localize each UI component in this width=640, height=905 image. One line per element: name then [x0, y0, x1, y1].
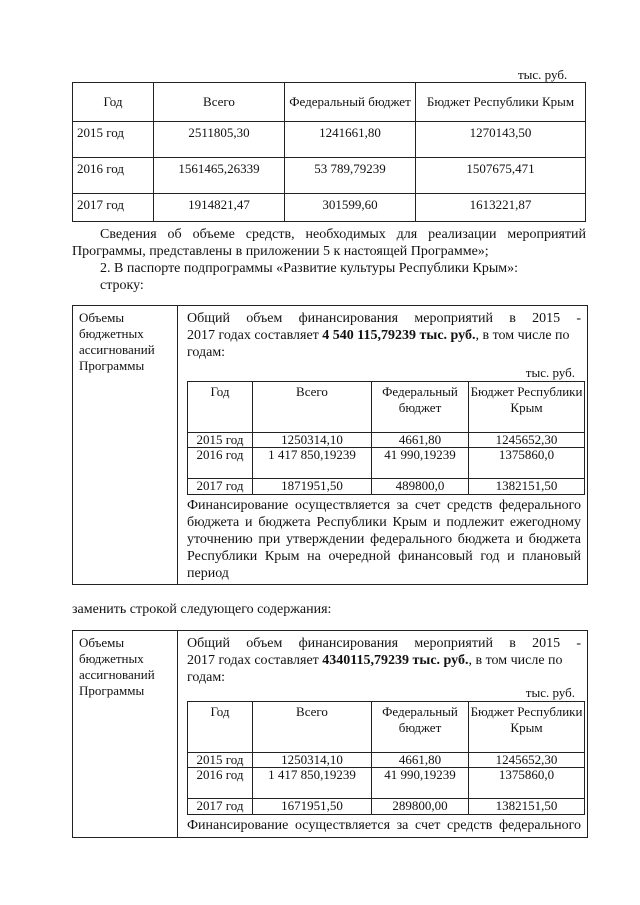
cell-crimea: 1245652,30 [469, 753, 585, 768]
cell-federal: 41 990,19239 [372, 768, 469, 799]
col-header-crimea: Бюджет Республики Крым [469, 382, 585, 433]
cell-crimea: 1375860,0 [469, 768, 585, 799]
units-label-top: тыс. руб. [518, 67, 568, 82]
right-content-cell [179, 631, 587, 837]
cell-total: 1561465,26339 [154, 158, 285, 194]
cell-federal: 289800,00 [372, 799, 469, 815]
financing-note: Финансирование осуществляется за счет средств федерального бюджета и бюджета Республики Крым и подлежит ежегодному уточнению при утверждении федерального бюджета и бюджета Республики Крым на очередной финансовый год и плановый период [187, 498, 581, 581]
left-label-cell: Объемы бюджетных ассигнований Программы [73, 306, 178, 584]
info-line-1: Сведения об объеме средств, необходимых для реализации мероприятий [100, 227, 586, 242]
right-content-cell [179, 306, 587, 584]
cell-year: 2015 год [73, 122, 154, 158]
col-header-federal: Федеральный бюджет [372, 382, 469, 433]
cell-federal: 1241661,80 [285, 122, 416, 158]
cell-year: 2016 год [73, 158, 154, 194]
table-row [73, 158, 586, 194]
table-header-row [188, 382, 585, 433]
intro-text-tail: , в том числе по [468, 653, 563, 668]
cell-year: 2017 год [73, 194, 154, 222]
cell-federal: 41 990,19239 [372, 448, 469, 479]
col-header-year: Год [73, 83, 154, 122]
cell-federal: 53 789,79239 [285, 158, 416, 194]
cell-federal: 4661,80 [372, 753, 469, 768]
left-label-cell: Объемы бюджетных ассигнований Программы [73, 631, 178, 837]
table-row [188, 448, 585, 479]
cell-year: 2017 год [188, 479, 253, 495]
table-row [188, 433, 585, 448]
units-label: тыс. руб. [525, 365, 575, 380]
col-header-federal: Федеральный бюджет [285, 83, 416, 122]
cell-year: 2017 год [188, 799, 253, 815]
table-row [188, 753, 585, 768]
cell-crimea: 1613221,87 [416, 194, 586, 222]
col-header-crimea: Бюджет Республики Крым [469, 702, 585, 753]
intro-text: 2017 годах составляет [187, 653, 323, 668]
table-row [73, 122, 586, 158]
cell-federal: 301599,60 [285, 194, 416, 222]
cell-year: 2016 год [188, 448, 253, 479]
cell-crimea: 1375860,0 [469, 448, 585, 479]
budget-table-main [72, 82, 586, 222]
cell-year: 2015 год [188, 433, 253, 448]
line-word-text: строку: [100, 278, 144, 293]
cell-crimea: 1245652,30 [469, 433, 585, 448]
cell-total: 1250314,10 [253, 753, 372, 768]
table-row [188, 799, 585, 815]
cell-crimea: 1507675,471 [416, 158, 586, 194]
col-header-year: Год [188, 382, 253, 433]
col-header-total: Всего [154, 83, 285, 122]
table-header-row [73, 83, 586, 122]
cell-total: 1250314,10 [253, 433, 372, 448]
col-header-total: Всего [253, 702, 372, 753]
info-line-2: Программы, представлены в приложении 5 к настоящей Программе»; [72, 244, 489, 259]
financing-note: Финансирование осуществляется за счет средств федерального [187, 818, 581, 833]
total-amount: 4 540 115,79239 тыс. руб. [322, 328, 476, 343]
budget-table-new [187, 701, 585, 815]
col-header-year: Год [188, 702, 253, 753]
replace-instruction: заменить строкой следующего содержания: [72, 602, 332, 617]
intro-years: годам: [187, 670, 226, 685]
cell-total: 1671951,50 [253, 799, 372, 815]
table-row [73, 194, 586, 222]
table-header-row [188, 702, 585, 753]
cell-total: 1 417 850,19239 [253, 768, 372, 799]
table-row [188, 768, 585, 799]
cell-crimea: 1270143,50 [416, 122, 586, 158]
col-header-total: Всего [253, 382, 372, 433]
passport-row-old [72, 305, 588, 585]
col-header-federal: Федеральный бюджет [372, 702, 469, 753]
amendment-text: 2. В паспорте подпрограммы «Развитие культуры Республики Крым»: [100, 261, 519, 276]
financing-intro [187, 310, 581, 361]
units-label: тыс. руб. [525, 685, 575, 700]
cell-total: 1871951,50 [253, 479, 372, 495]
intro-text-tail: , в том числе по [475, 328, 570, 343]
col-header-crimea: Бюджет Республики Крым [416, 83, 586, 122]
cell-year: 2015 год [188, 753, 253, 768]
cell-crimea: 1382151,50 [469, 799, 585, 815]
intro-text: 2017 годах составляет [187, 328, 323, 343]
cell-total: 1 417 850,19239 [253, 448, 372, 479]
table-row [188, 479, 585, 495]
line-word [72, 277, 586, 294]
intro-line-1: Общий объем финансирования мероприятий в 2015 - [187, 311, 581, 326]
amendment-item [72, 260, 586, 277]
intro-line-1: Общий объем финансирования мероприятий в 2015 - [187, 636, 581, 651]
cell-crimea: 1382151,50 [469, 479, 585, 495]
cell-year: 2016 год [188, 768, 253, 799]
passport-row-new [72, 630, 588, 838]
financing-intro [187, 635, 581, 686]
budget-table-old [187, 381, 585, 495]
cell-federal: 489800,0 [372, 479, 469, 495]
info-paragraph [72, 226, 586, 260]
cell-total: 1914821,47 [154, 194, 285, 222]
cell-federal: 4661,80 [372, 433, 469, 448]
total-amount: 4340115,79239 тыс. руб. [322, 653, 469, 668]
cell-total: 2511805,30 [154, 122, 285, 158]
intro-years: годам: [187, 345, 226, 360]
